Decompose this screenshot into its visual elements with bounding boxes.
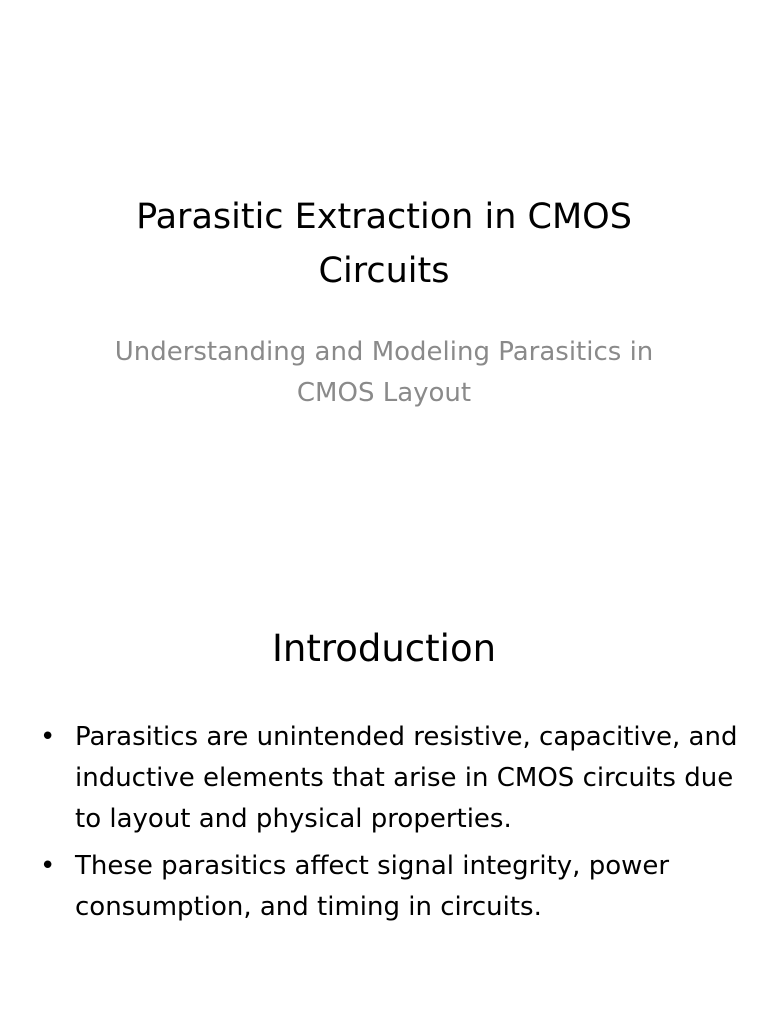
introduction-slide — [0, 512, 768, 1024]
slide-subtitle: Understanding and Modeling Parasitics in CMOS Layout — [114, 337, 654, 408]
bullet-item — [40, 846, 740, 928]
bullet-item — [40, 717, 740, 840]
bullet-text: Parasitics are unintended resistive, capacitive, and inductive elements that arise in CMOS circuits due to layout and physical properties. — [75, 722, 738, 834]
slide-heading: Introduction — [271, 627, 497, 670]
bullet-icon: • — [40, 851, 56, 881]
slide-title: Parasitic Extraction in CMOS Circuits — [136, 197, 632, 291]
bullet-text: These parasitics affect signal integrity, power consumption, and timing in circuits. — [75, 851, 670, 922]
bullet-icon: • — [40, 722, 56, 752]
bullet-list — [40, 717, 740, 934]
